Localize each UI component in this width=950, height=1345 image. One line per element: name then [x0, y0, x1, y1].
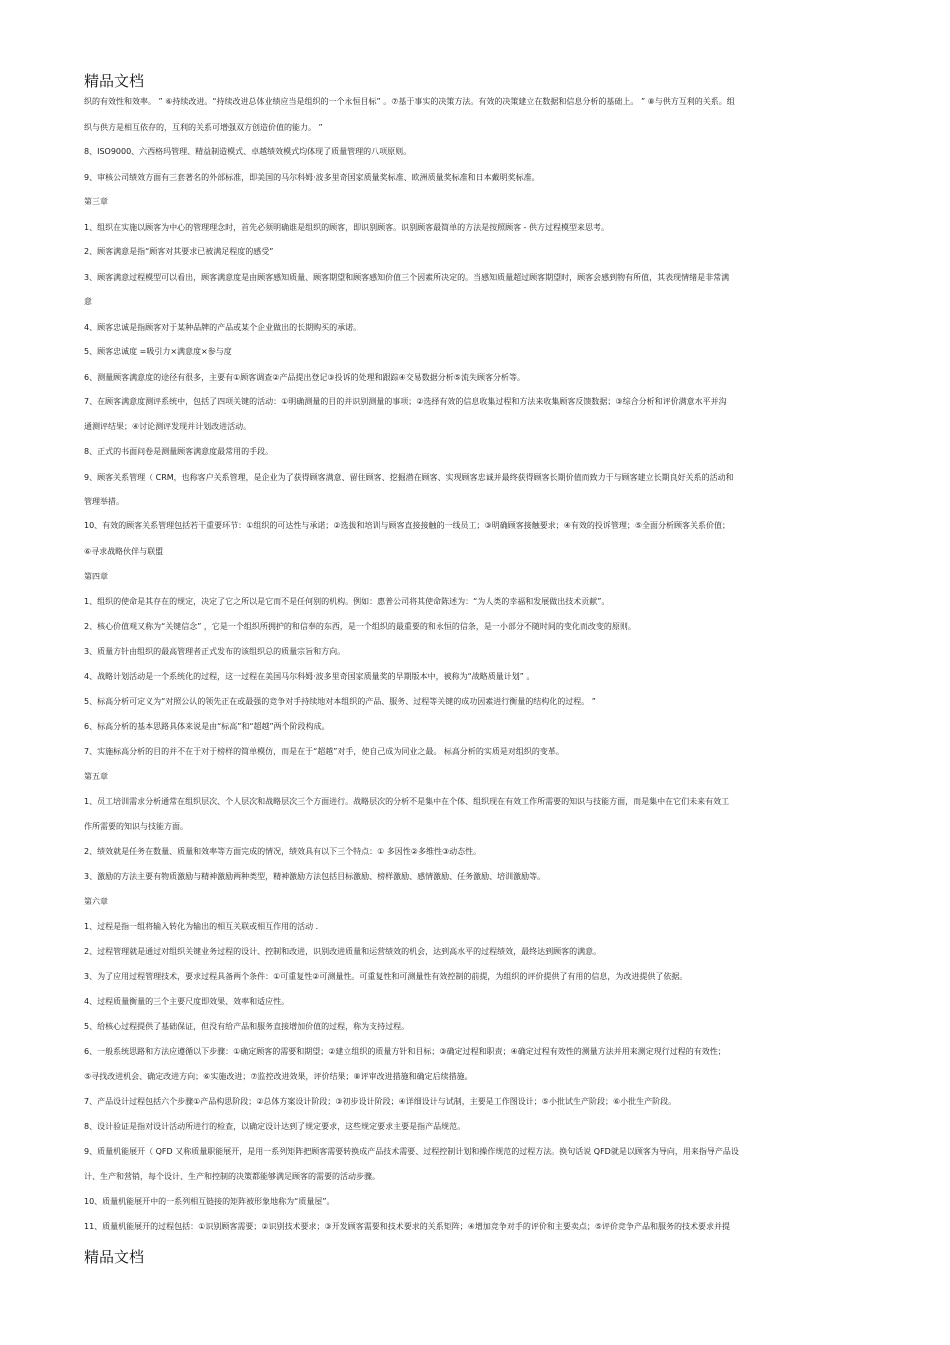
text-line: 1、组织的使命是其存在的规定，决定了它之所以是它而不是任何别的机构。例如：惠普公司将其使命陈述为：“为人类的幸福和发展做出技术贡献”。 — [84, 597, 610, 606]
text-line: 2、核心价值观又称为“关键信念” ，它是一个组织所拥护的和信奉的东西，是一个组织的最重要的和永恒的信条，是一小部分不随时间的变化而改变的原则。 — [84, 622, 636, 631]
chapter-heading: 第六章 — [84, 897, 108, 906]
text-line: 4、顾客忠诚是指顾客对于某种品牌的产品或某个企业做出的长期购买的承诺。 — [84, 323, 362, 332]
text-line: ⑤寻找改进机会、确定改进方向；⑥实施改进；⑦监控改进效果，评价结果；⑧评审改进措施和确定后续措施。 — [84, 1072, 473, 1081]
chapter-heading: 第四章 — [84, 572, 108, 581]
text-line: 作所需要的知识与技能方面。 — [84, 822, 188, 831]
text-line: 7、实施标高分析的目的并不在于对于榜样的简单模仿，而是在于“超越”对手，使自己成为同业之最。 标高分析的实质是对组织的变革。 — [84, 747, 564, 756]
chapter-heading: 第五章 — [84, 772, 108, 781]
text-line: 1、过程是指一组将输入转化为输出的相互关联或相互作用的活动 . — [84, 922, 319, 931]
text-line: 5、顾客忠诚度 =吸引力×满意度×参与度 — [84, 347, 232, 356]
text-line: 3、激励的方法主要有物质激励与精神激励两种类型，精神激励方法包括目标激励、榜样激励、感情激励、任务激励、培训激励等。 — [84, 872, 546, 881]
text-line: 8、ISO9000、六西格玛管理、精益制造模式、卓越绩效模式均体现了质量管理的八项原则。 — [84, 147, 412, 156]
page-footer: 精品文档 — [84, 1248, 145, 1266]
text-line: 2、绩效就是任务在数量、质量和效率等方面完成的情况，绩效具有以下三个特点：① 多因性②多维性③动态性。 — [84, 847, 482, 856]
text-line: 4、过程质量衡量的三个主要尺度即效果、效率和适应性。 — [84, 997, 290, 1006]
text-line: 9、审核公司绩效方面有三套著名的外部标准，即美国的马尔科姆·波多里奇国家质量奖标准、欧洲质量奖标准和日本戴明奖标准。 — [84, 173, 540, 182]
text-line: 10、有效的顾客关系管理包括若干重要环节：①组织的可达性与承诺；②选拔和培训与顾客直接接触的一线员工；③明确顾客接触要求；④有效的投诉管理；⑤全面分析顾客关系价值； — [84, 521, 731, 530]
text-line: 6、一般系统思路和方法应遵循以下步骤：①确定顾客的需要和期望；②建立组织的质量方针和目标；③确定过程和职责；④确定过程有效性的测量方法并用来测定现行过程的有效性； — [84, 1047, 726, 1056]
text-line: 计、生产和营销，每个设计、生产和控制的决策都能够满足顾客的需要的活动步骤。 — [84, 1172, 380, 1181]
text-line: 6、测量顾客满意度的途径有很多，主要有①顾客调查②产品提出登记③投诉的处理和跟踪④交易数据分析⑤流失顾客分析等。 — [84, 373, 525, 382]
text-line: 7、产品设计过程包括六个步骤①产品构思阶段；②总体方案设计阶段；③初步设计阶段；④详细设计与试制，主要是工作图设计；⑤小批试生产阶段；⑥小批生产阶段。 — [84, 1097, 677, 1106]
text-line: ⑥寻求战略伙伴与联盟 — [84, 547, 164, 556]
text-line: 9、质量机能展开（ QFD 又称质量职能展开，是用一系列矩阵把顾客需要转换成产品技术需要、过程控制计划和操作规范的过程方法。换句话说 QFD就是以顾客为导向，用来指导产品设 — [84, 1147, 739, 1156]
text-line: 2、过程管理就是通过对组织关键业务过程的设计、控制和改进，识别改进质量和运营绩效的机会，达到高水平的过程绩效，最终达到顾客的满意。 — [84, 947, 602, 956]
text-line: 1、员工培训需求分析通常在组织层次、个人层次和战略层次三个方面进行。战略层次的分析不是集中在个体、组织现在有效工作所需要的知识与技能方面，而是集中在它们未来有效工 — [84, 797, 730, 806]
text-line: 7、在顾客满意度测评系统中，包括了四项关键的活动：①明确测量的目的并识别测量的事项；②选择有效的信息收集过程和方法来收集顾客反馈数据；③综合分析和评价满意水平并沟 — [84, 397, 727, 406]
text-line: 4、战略计划活动是一个系统化的过程，这一过程在美国马尔科姆·波多里奇国家质量奖的早期版本中，被称为“战略质量计划” 。 — [84, 672, 535, 681]
text-line: 织与供方是相互依存的，互利的关系可增强双方创造价值的能力。 ” — [84, 123, 323, 132]
text-line: 5、给核心过程提供了基础保证，但没有给产品和服务直接增加价值的过程，称为支持过程。 — [84, 1022, 410, 1031]
text-line: 通测评结果；④讨论测评发现并计划改进活动。 — [84, 422, 252, 431]
text-line: 10、质量机能展开中的一系列相互链接的矩阵被形象地称为“质量屋”。 — [84, 1197, 335, 1206]
text-line: 8、正式的书面问卷是测量顾客满意度最常用的手段。 — [84, 447, 274, 456]
text-line: 9、顾客关系管理（ CRM，也称客户关系管理，是企业为了获得顾客满意、留住顾客、挖掘潜在顾客、实现顾客忠诚并最终获得顾客长期价值而致力于与顾客建立长期良好关系的活动和 — [84, 473, 734, 482]
text-line: 6、标高分析的基本思路具体来说是由“标高”和“超越”两个阶段构成。 — [84, 722, 330, 731]
text-line: 3、为了应用过程管理技术，要求过程具备两个条件：①可重复性②可测量性。可重复性和可测量性有效控制的前提，为组织的评价提供了有用的信息，为改进提供了依据。 — [84, 972, 688, 981]
text-line: 1、组织在实施以顾客为中心的管理理念时，首先必须明确谁是组织的顾客，即识别顾客。识别顾客最简单的方法是按照顾客 - 供方过程模型来思考。 — [84, 223, 610, 232]
text-line: 11、质量机能展开的过程包括：①识别顾客需要；②识别技术要求；③开发顾客需要和技术要求的关系矩阵；④增加竞争对手的评价和主要卖点；⑤评价竞争产品和服务的技术要求并提 — [84, 1222, 731, 1231]
text-line: 5、标高分析可定义为“对照公认的领先正在或最强的竞争对手持续地对本组织的产品、服务、过程等关键的成功因素进行衡量的结构化的过程。 ” — [84, 697, 596, 706]
text-line: 2、顾客满意是指“顾客对其要求已被满足程度的感受” — [84, 247, 274, 256]
text-line: 3、顾客满意过程模型可以看出，顾客满意度是由顾客感知质量、顾客期望和顾客感知价值三个因素所决定的。当感知质量超过顾客期望时，顾客会感到物有所值，其表现情绪是非常满 — [84, 273, 730, 282]
text-line: 管理举措。 — [84, 497, 124, 506]
text-line: 8、设计验证是指对设计活动所进行的检查，以确定设计达到了规定要求，这些规定要求主要是指产品规范。 — [84, 1122, 466, 1131]
text-line: 织的有效性和效率。 ” ⑥持续改进。“持续改进总体业绩应当是组织的一个永恒目标” 。⑦基于事实的决策方法。有效的决策建立在数据和信息分析的基础上。 ” ⑧与供方互利的关系。组 — [84, 97, 735, 106]
chapter-heading: 第三章 — [84, 197, 108, 206]
text-line: 意 — [84, 297, 92, 306]
page-header: 精品文档 — [84, 72, 145, 90]
text-line: 3、质量方针由组织的最高管理者正式发布的该组织总的质量宗旨和方向。 — [84, 647, 346, 656]
